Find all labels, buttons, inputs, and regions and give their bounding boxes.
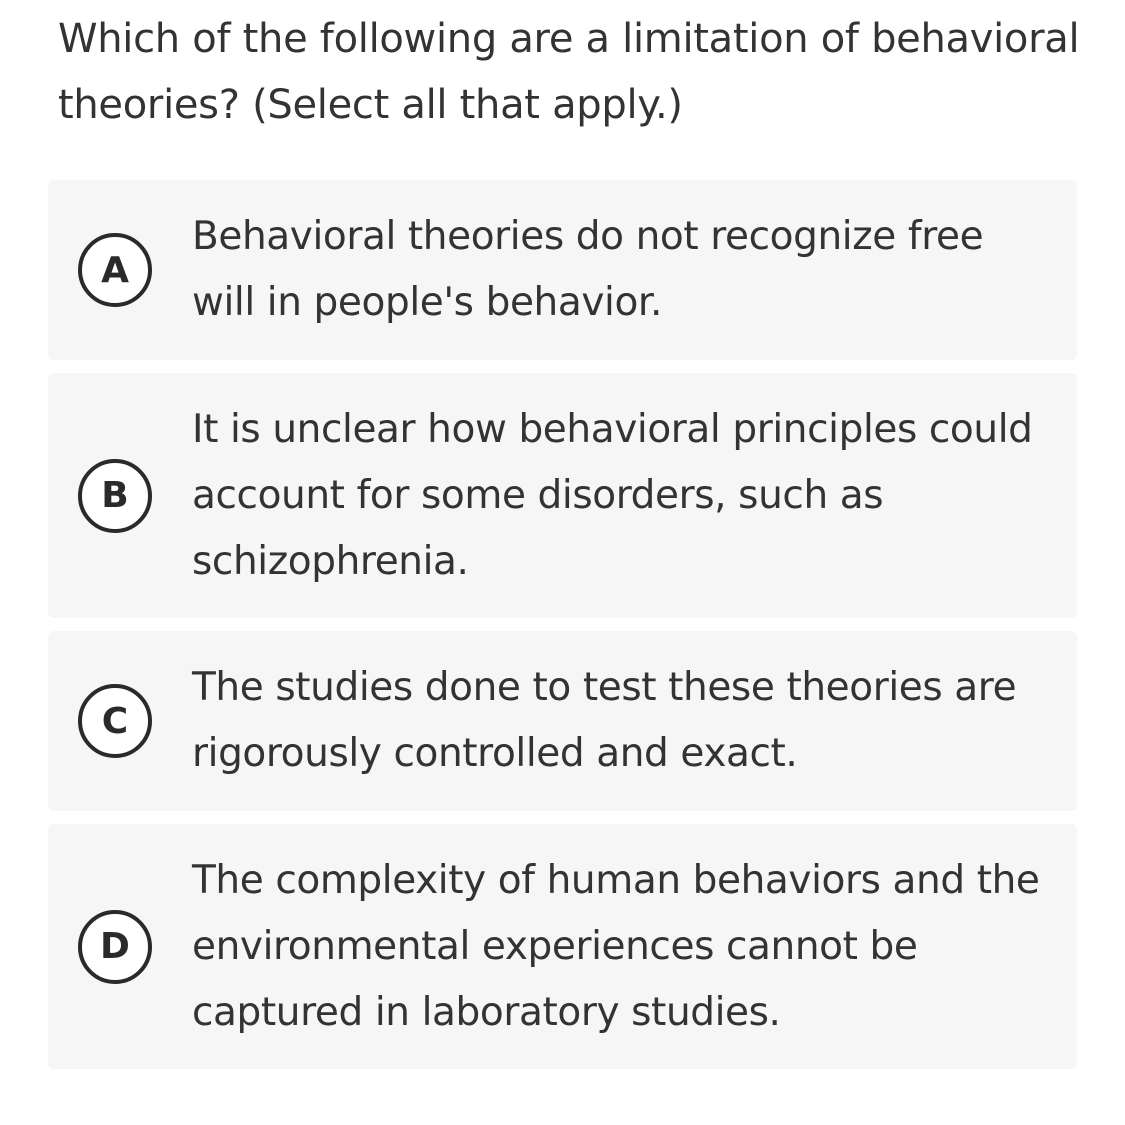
option-c-text: The studies done to test these theories are rigorously controlled and exact. (192, 665, 1017, 776)
option-d-letter-badge: D (78, 910, 152, 984)
option-a[interactable] (48, 180, 1077, 360)
option-c[interactable] (48, 631, 1077, 811)
answer-options (48, 180, 1077, 1082)
option-a-letter-badge: A (78, 233, 152, 307)
option-b-text: It is unclear how behavioral principles could account for some disorders, such as schizophrenia. (192, 406, 1033, 584)
question-text: Which of the following are a limitation of behavioral theories? (Select all that apply.) (58, 16, 1080, 128)
option-a-text: Behavioral theories do not recognize free will in people's behavior. (192, 214, 984, 325)
option-d[interactable] (48, 824, 1077, 1069)
option-b[interactable] (48, 373, 1077, 618)
option-b-letter-badge: B (78, 459, 152, 533)
option-c-letter-badge: C (78, 684, 152, 758)
option-d-text: The complexity of human behaviors and the environmental experiences cannot be captured in laboratory studies. (192, 857, 1040, 1035)
